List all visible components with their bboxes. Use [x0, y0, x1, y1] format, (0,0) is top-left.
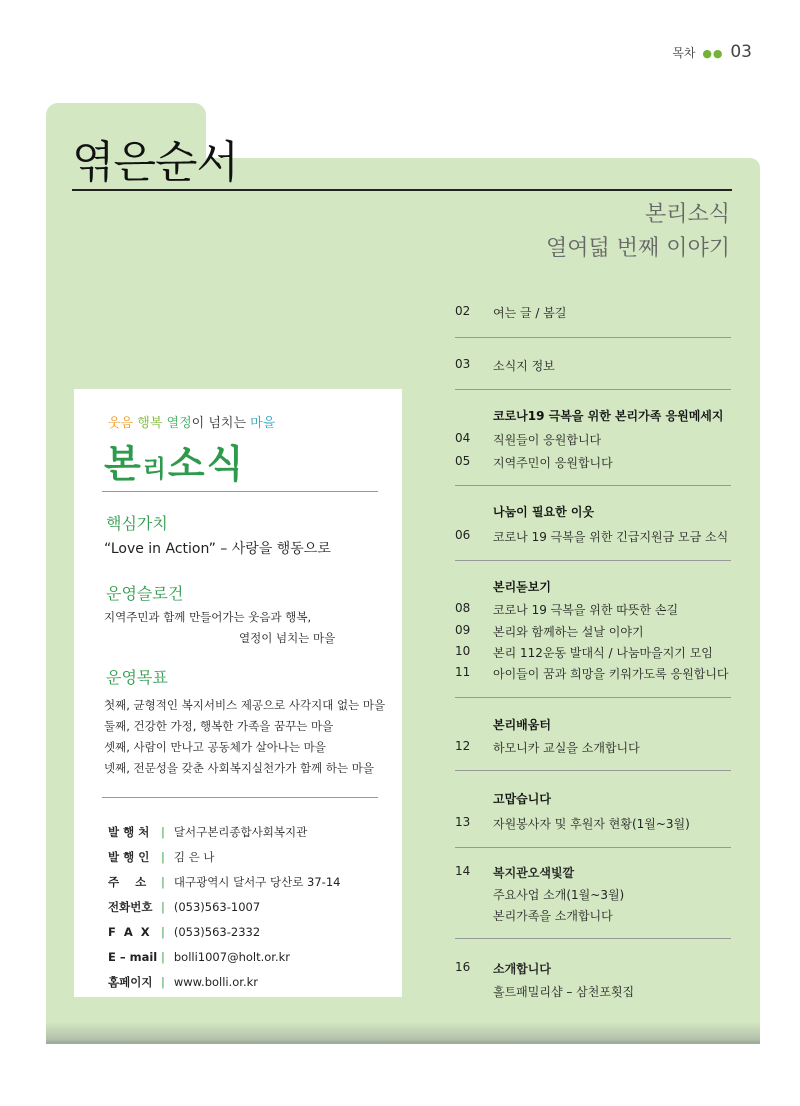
slogan-mid: 이 넘치는 — [191, 416, 251, 431]
publisher-info — [108, 819, 340, 994]
toc-title: 직원들이 응원합니다 — [493, 433, 602, 447]
page-title: 엮은순서 — [72, 137, 239, 188]
separator: | — [161, 924, 165, 939]
toc-title: 아이들이 꿈과 희망을 키워가도록 응원합니다 — [493, 667, 729, 681]
toc-entry[interactable] — [455, 304, 745, 321]
toc-entry[interactable] — [455, 528, 745, 545]
info-divider-bottom — [102, 797, 378, 798]
toc-entry[interactable] — [455, 960, 745, 977]
publisher-value: (053)563-2332 — [173, 924, 261, 939]
toc-divider — [455, 389, 731, 390]
toc-entry[interactable] — [455, 431, 745, 448]
toc-page: 16 — [455, 960, 471, 974]
slogan-word-laugh: 웃음 — [108, 416, 134, 431]
goal-item: 넷째, 전문성을 갖춘 사회복지실천가가 함께 하는 마을 — [104, 761, 374, 775]
toc-page: 09 — [455, 623, 471, 637]
page-header — [672, 42, 752, 62]
toc-subentry[interactable]: 홀트패밀리샵 – 삼천포횟집 — [493, 985, 635, 999]
toc-entry[interactable] — [455, 739, 745, 756]
publisher-row — [108, 944, 340, 969]
goal-item: 첫째, 균형적인 복지서비스 제공으로 사각지대 없는 마을 — [104, 698, 386, 712]
issue-subtitle — [546, 198, 730, 266]
toc-page: 14 — [455, 864, 471, 878]
logo-part-c: 소식 — [167, 442, 246, 486]
goals-list — [104, 695, 385, 779]
toc-title: 소식지 정보 — [493, 359, 555, 373]
separator: | — [161, 899, 165, 914]
toc-title: 본리 112운동 발대식 / 나눔마을지기 모임 — [493, 646, 713, 660]
slogan — [108, 412, 275, 431]
publisher-value: (053)563-1007 — [173, 899, 261, 914]
toc-page: 05 — [455, 454, 471, 468]
toc-title: 여는 글 / 봄길 — [493, 306, 567, 320]
toc-divider — [455, 337, 731, 338]
toc-category: 고맙습니다 — [493, 792, 551, 806]
toc-page: 11 — [455, 665, 471, 679]
publisher-label: 전화번호 — [108, 899, 153, 914]
toc-title: 자원봉사자 및 후원자 현황(1월~3월) — [493, 817, 690, 831]
toc-entry[interactable] — [455, 454, 745, 471]
publisher-value: 김 은 나 — [173, 849, 215, 864]
subtitle-line1: 본리소식 — [644, 202, 730, 227]
newsletter-logo — [104, 433, 245, 488]
toc-divider — [455, 938, 731, 939]
core-value-heading: 핵심가치 — [106, 514, 168, 533]
info-divider-top — [102, 491, 378, 492]
separator: | — [161, 849, 165, 864]
separator: | — [161, 949, 165, 964]
publisher-label: 홈페이지 — [108, 974, 153, 989]
toc-entry[interactable] — [455, 815, 745, 832]
publisher-label: 주 소 — [108, 874, 147, 889]
toc-title: 소개합니다 — [493, 962, 551, 976]
toc-page: 10 — [455, 644, 471, 658]
toc-entry[interactable] — [455, 665, 745, 682]
toc-divider — [455, 560, 731, 561]
toc-category: 본리돋보기 — [493, 580, 551, 594]
slogan-line1: 지역주민과 함께 만들어가는 웃음과 행복, — [104, 610, 312, 624]
toc-page: 02 — [455, 304, 471, 318]
goals-heading: 운영목표 — [106, 668, 168, 687]
publisher-value: bolli1007@holt.or.kr — [173, 949, 290, 964]
publisher-row — [108, 969, 340, 994]
header-dots-icon: ●● — [702, 47, 724, 60]
toc-entry[interactable] — [455, 644, 745, 661]
publisher-value: 대구광역시 달서구 당산로 37-14 — [173, 874, 341, 889]
separator: | — [161, 874, 165, 889]
toc-title: 코로나 19 극복을 위한 따뜻한 손길 — [493, 603, 679, 617]
toc-page: 13 — [455, 815, 471, 829]
separator: | — [161, 974, 165, 989]
toc-divider — [455, 847, 731, 848]
header-label: 목차 — [672, 46, 696, 60]
publisher-label: 발 행 인 — [108, 849, 150, 864]
slogan-line2: 열정이 넘치는 마을 — [239, 631, 336, 645]
publisher-value: 달서구본리종합사회복지관 — [173, 824, 308, 839]
logo-part-b: 리 — [142, 455, 168, 483]
publisher-row — [108, 844, 340, 869]
slogan-word-happy: 행복 — [137, 416, 163, 431]
toc-title: 복지관오색빛깔 — [493, 866, 575, 880]
toc-divider — [455, 697, 731, 698]
toc-title: 코로나 19 극복을 위한 긴급지원금 모금 소식 — [493, 530, 729, 544]
slogan-word-village: 마을 — [250, 416, 276, 431]
toc-divider — [455, 770, 731, 771]
slogan-heading: 운영슬로건 — [106, 584, 184, 603]
toc-page: 06 — [455, 528, 471, 542]
page-number: 03 — [730, 42, 752, 62]
title-divider — [72, 189, 732, 191]
publisher-row — [108, 894, 340, 919]
toc-page: 03 — [455, 357, 471, 371]
toc-entry[interactable] — [455, 864, 745, 881]
toc-page: 12 — [455, 739, 471, 753]
publisher-row — [108, 869, 340, 894]
goal-item: 둘째, 건강한 가정, 행복한 가족을 꿈꾸는 마을 — [104, 719, 334, 733]
toc-category: 나눔이 필요한 이웃 — [493, 505, 595, 519]
toc-title: 하모니카 교실을 소개합니다 — [493, 741, 640, 755]
toc-subentry[interactable]: 주요사업 소개(1월~3월) — [493, 888, 625, 902]
publisher-row — [108, 919, 340, 944]
core-value-text: “Love in Action” – 사랑을 행동으로 — [104, 541, 331, 557]
publisher-label: E – mail — [108, 949, 158, 964]
separator: | — [161, 824, 165, 839]
toc-category: 코로나19 극복을 위한 본리가족 응원메세지 — [493, 409, 724, 423]
publisher-label: F A X — [108, 924, 150, 939]
toc-entry[interactable] — [455, 623, 745, 640]
toc-page: 04 — [455, 431, 471, 445]
toc-title: 본리와 함께하는 설날 이야기 — [493, 625, 644, 639]
publisher-row — [108, 819, 340, 844]
publisher-label: 발 행 처 — [108, 824, 150, 839]
toc-category: 본리배움터 — [493, 718, 551, 732]
toc-divider — [455, 485, 731, 486]
goal-item: 셋째, 사람이 만나고 공동체가 살아나는 마을 — [104, 740, 326, 754]
publisher-value: www.bolli.or.kr — [173, 974, 259, 989]
toc-page: 08 — [455, 601, 471, 615]
slogan-word-passion: 열정 — [166, 416, 192, 431]
subtitle-line2: 열여덟 번째 이야기 — [545, 236, 730, 261]
logo-part-a: 본 — [104, 442, 143, 486]
toc-entry[interactable] — [455, 601, 745, 618]
bottom-shadow — [46, 1022, 760, 1044]
toc-entry[interactable] — [455, 357, 745, 374]
toc-title: 지역주민이 응원합니다 — [493, 456, 613, 470]
newsletter-info-box — [74, 389, 402, 997]
toc-subentry[interactable]: 본리가족을 소개합니다 — [493, 909, 613, 923]
